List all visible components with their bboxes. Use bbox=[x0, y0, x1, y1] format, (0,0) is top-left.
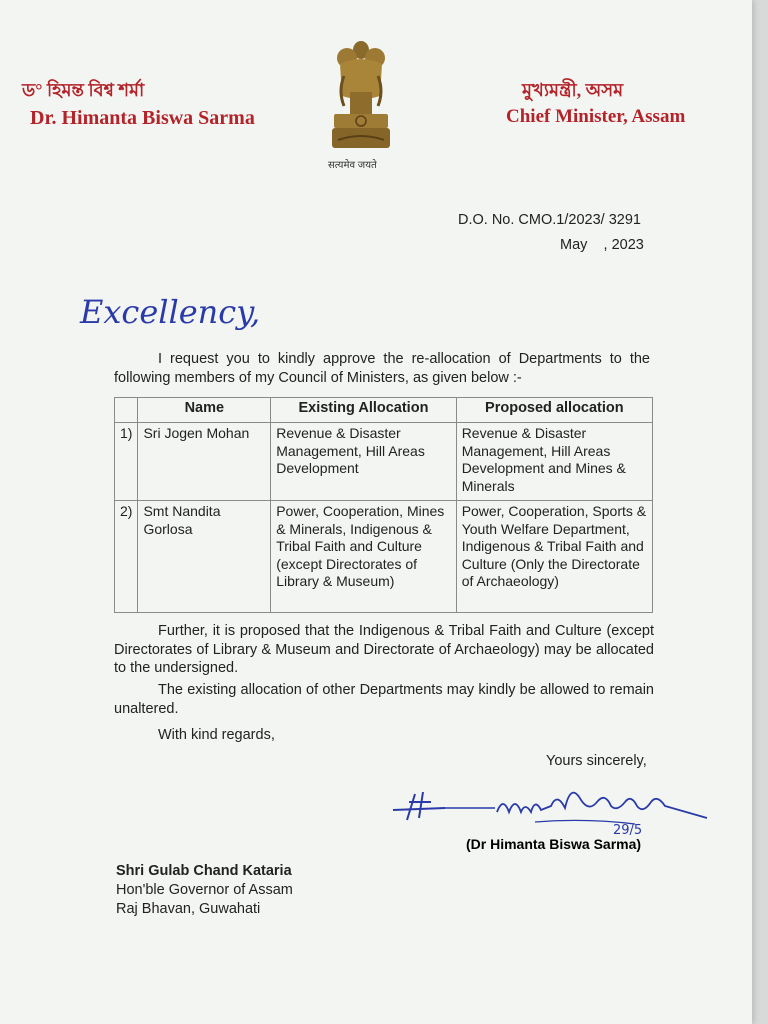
row-existing: Revenue & Disaster Management, Hill Areas Development bbox=[271, 423, 456, 501]
title-bengali: মুখ্যমন্ত্রী, অসম bbox=[522, 80, 624, 100]
row-number: 1) bbox=[115, 423, 138, 501]
header-proposed: Proposed allocation bbox=[456, 398, 652, 423]
row-name: Sri Jogen Mohan bbox=[138, 423, 271, 501]
table-row bbox=[115, 501, 653, 613]
addressee-designation: Hon'ble Governor of Assam bbox=[116, 882, 293, 898]
addressee-name: Shri Gulab Chand Kataria bbox=[116, 863, 292, 879]
signature bbox=[385, 772, 715, 842]
svg-text:29/5: 29/5 bbox=[613, 823, 643, 838]
header-name: Name bbox=[138, 398, 271, 423]
table-row bbox=[115, 423, 653, 501]
addressee-block bbox=[116, 862, 293, 919]
emblem-motto: सत्यमेव जयते bbox=[328, 160, 377, 171]
letter-date: May , 2023 bbox=[560, 237, 644, 253]
paragraph-request: I request you to kindly approve the re-allocation of Departments to the following members of my Council of Ministers, as given below :- bbox=[114, 351, 650, 386]
row-proposed: Revenue & Disaster Management, Hill Areas Development and Mines & Minerals bbox=[456, 423, 652, 501]
svg-text:Excellency,: Excellency, bbox=[80, 293, 261, 331]
row-number: 2) bbox=[115, 501, 138, 613]
yours-sincerely: Yours sincerely, bbox=[546, 753, 647, 769]
addressee-address: Raj Bhavan, Guwahati bbox=[116, 901, 261, 917]
row-proposed: Power, Cooperation, Sports & Youth Welfare Department, Indigenous & Tribal Faith and Culture (Only the Directorate of Archaeology) bbox=[456, 501, 652, 613]
regards: With kind regards, bbox=[158, 727, 275, 743]
row-existing: Power, Cooperation, Mines & Minerals, Indigenous & Tribal Faith and Culture (except Directorates of Library & Museum) bbox=[271, 501, 456, 613]
row-name: Smt Nandita Gorlosa bbox=[138, 501, 271, 613]
paragraph-proposal: Further, it is proposed that the Indigenous & Tribal Faith and Culture (except Directorates of Library & Museum and Directorate of Archaeology) may be allocated to the undersigned. bbox=[114, 623, 654, 676]
signatory-name: (Dr Himanta Biswa Sarma) bbox=[466, 836, 642, 852]
name-bengali: ড° হিমন্ত বিশ্ব শৰ্মা bbox=[22, 80, 145, 100]
header-number bbox=[115, 398, 138, 423]
table-header-row bbox=[115, 398, 653, 423]
national-emblem-icon bbox=[320, 36, 402, 154]
salutation-handwritten bbox=[78, 285, 278, 335]
header-existing: Existing Allocation bbox=[271, 398, 456, 423]
title-english: Chief Minister, Assam bbox=[506, 106, 686, 127]
name-english: Dr. Himanta Biswa Sarma bbox=[30, 107, 255, 129]
do-number: D.O. No. CMO.1/2023/ 3291 bbox=[458, 212, 641, 228]
paragraph-existing: The existing allocation of other Departments may kindly be allowed to remain unaltered. bbox=[114, 682, 654, 717]
allocation-table bbox=[114, 397, 653, 613]
